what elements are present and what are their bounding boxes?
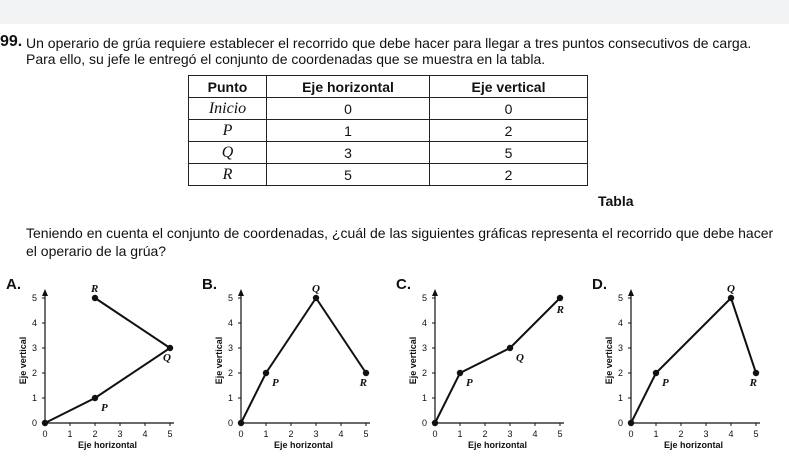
y-axis-arrow: [432, 289, 438, 296]
point-label: R: [91, 283, 99, 295]
x-axis-title: Eje horizontal: [467, 440, 528, 450]
route-point: [92, 295, 98, 301]
table-cell-point: P: [189, 120, 267, 142]
route-point: [263, 370, 269, 376]
table-header: Eje horizontal: [267, 76, 430, 98]
route-point: [557, 295, 563, 301]
route-point: [728, 295, 734, 301]
point-label: P: [101, 402, 108, 414]
table-header-row: [189, 76, 588, 98]
table-cell: 0: [430, 98, 588, 120]
route-point: [92, 395, 98, 401]
point-label: R: [359, 377, 367, 389]
x-tick-label: 4: [728, 429, 734, 439]
option-d-label[interactable]: D.: [592, 276, 607, 293]
route-point: [238, 420, 244, 426]
x-tick-label: 5: [167, 429, 173, 439]
x-axis-title: Eje horizontal: [663, 440, 724, 450]
y-tick-label: 2: [617, 368, 623, 378]
point-label: P: [466, 377, 473, 389]
x-tick-label: 1: [457, 429, 463, 439]
option-c-graph[interactable]: [408, 278, 583, 463]
table-cell-point: R: [189, 164, 267, 186]
y-tick-label: 4: [421, 318, 427, 328]
top-bar: [0, 0, 789, 24]
x-tick-label: 1: [263, 429, 269, 439]
y-tick-label: 0: [421, 418, 427, 428]
y-axis-arrow: [628, 289, 634, 296]
table-cell: 5: [430, 142, 588, 164]
x-tick-label: 0: [42, 429, 48, 439]
table-cell: 5: [267, 164, 430, 186]
x-tick-label: 3: [507, 429, 513, 439]
y-axis-title: Eje vertical: [214, 336, 224, 385]
y-tick-label: 3: [227, 343, 233, 353]
x-tick-label: 3: [313, 429, 319, 439]
y-tick-label: 0: [227, 418, 233, 428]
route-point: [167, 345, 173, 351]
question-prompt: Un operario de grúa requiere establecer el recorrido que debe hacer para llegar a tres puntos consecutivos de carga. Para ello, su jefe le entregó el conjunto de coordenadas que se muestra en la tabla.: [26, 35, 752, 67]
x-axis-title: Eje horizontal: [77, 440, 138, 450]
y-tick-label: 1: [227, 393, 233, 403]
route-point: [457, 370, 463, 376]
x-tick-label: 0: [238, 429, 244, 439]
point-label: R: [749, 377, 757, 389]
y-axis-title: Eje vertical: [408, 336, 418, 385]
question-number: 99.: [0, 33, 23, 50]
y-tick-label: 5: [31, 293, 37, 303]
option-a-label[interactable]: A.: [6, 276, 21, 293]
route-point: [432, 420, 438, 426]
x-tick-label: 0: [628, 429, 634, 439]
table-cell-point: Q: [189, 142, 267, 164]
y-tick-label: 2: [31, 368, 37, 378]
route-line: [631, 298, 756, 423]
coordinates-table: [188, 75, 588, 186]
route-point: [753, 370, 759, 376]
x-tick-label: 3: [703, 429, 709, 439]
y-axis-title: Eje vertical: [604, 336, 614, 385]
y-tick-label: 0: [31, 418, 37, 428]
table-cell: 3: [267, 142, 430, 164]
table-cell: 2: [430, 120, 588, 142]
x-axis-title: Eje horizontal: [273, 440, 334, 450]
route-line: [435, 298, 560, 423]
route-point: [313, 295, 319, 301]
route-point: [653, 370, 659, 376]
y-tick-label: 2: [227, 368, 233, 378]
route-point: [628, 420, 634, 426]
x-tick-label: 2: [482, 429, 488, 439]
question-ask: Teniendo en cuenta el conjunto de coordenadas, ¿cuál de las siguientes gráficas representa el recorrido que debe hacer el operario de la grúa?: [26, 225, 774, 259]
y-tick-label: 3: [31, 343, 37, 353]
point-label: P: [272, 377, 279, 389]
table-row: [189, 164, 588, 186]
table-row: [189, 98, 588, 120]
y-tick-label: 3: [421, 343, 427, 353]
table-cell: 1: [267, 120, 430, 142]
point-label: Q: [163, 352, 171, 364]
option-a-graph[interactable]: [18, 278, 193, 463]
y-tick-label: 3: [617, 343, 623, 353]
point-label: P: [662, 377, 669, 389]
route-point: [363, 370, 369, 376]
x-tick-label: 4: [338, 429, 344, 439]
x-tick-label: 1: [653, 429, 659, 439]
y-tick-label: 4: [31, 318, 37, 328]
x-tick-label: 2: [288, 429, 294, 439]
x-tick-label: 0: [432, 429, 438, 439]
y-axis-title: Eje vertical: [18, 336, 28, 385]
route-point: [507, 345, 513, 351]
point-label: Q: [727, 283, 735, 295]
table-header: Eje vertical: [430, 76, 588, 98]
table-cell: 0: [267, 98, 430, 120]
route-point: [42, 420, 48, 426]
option-b-graph[interactable]: [214, 278, 389, 463]
point-label: Q: [312, 283, 320, 295]
y-tick-label: 1: [31, 393, 37, 403]
y-axis-arrow: [238, 289, 244, 296]
x-tick-label: 2: [678, 429, 684, 439]
x-tick-label: 5: [557, 429, 563, 439]
y-tick-label: 4: [227, 318, 233, 328]
y-tick-label: 0: [617, 418, 623, 428]
table-header: Punto: [189, 76, 267, 98]
point-label: R: [556, 304, 564, 316]
x-tick-label: 4: [532, 429, 538, 439]
route-line: [241, 298, 366, 423]
option-d-graph[interactable]: [604, 278, 779, 463]
table-row: [189, 142, 588, 164]
y-axis-arrow: [42, 289, 48, 296]
x-tick-label: 5: [753, 429, 759, 439]
table-cell: 2: [430, 164, 588, 186]
option-b-label[interactable]: B.: [202, 276, 217, 293]
y-tick-label: 1: [421, 393, 427, 403]
table-caption: Tabla: [598, 193, 634, 209]
x-tick-label: 4: [142, 429, 148, 439]
table-cell-point: Inicio: [189, 98, 267, 120]
x-tick-label: 2: [92, 429, 98, 439]
y-tick-label: 4: [617, 318, 623, 328]
y-tick-label: 1: [617, 393, 623, 403]
table-row: [189, 120, 588, 142]
y-tick-label: 2: [421, 368, 427, 378]
x-tick-label: 3: [117, 429, 123, 439]
x-tick-label: 5: [363, 429, 369, 439]
y-tick-label: 5: [617, 293, 623, 303]
x-tick-label: 1: [67, 429, 73, 439]
point-label: Q: [516, 352, 524, 364]
option-c-label[interactable]: C.: [396, 276, 411, 293]
y-tick-label: 5: [421, 293, 427, 303]
y-tick-label: 5: [227, 293, 233, 303]
